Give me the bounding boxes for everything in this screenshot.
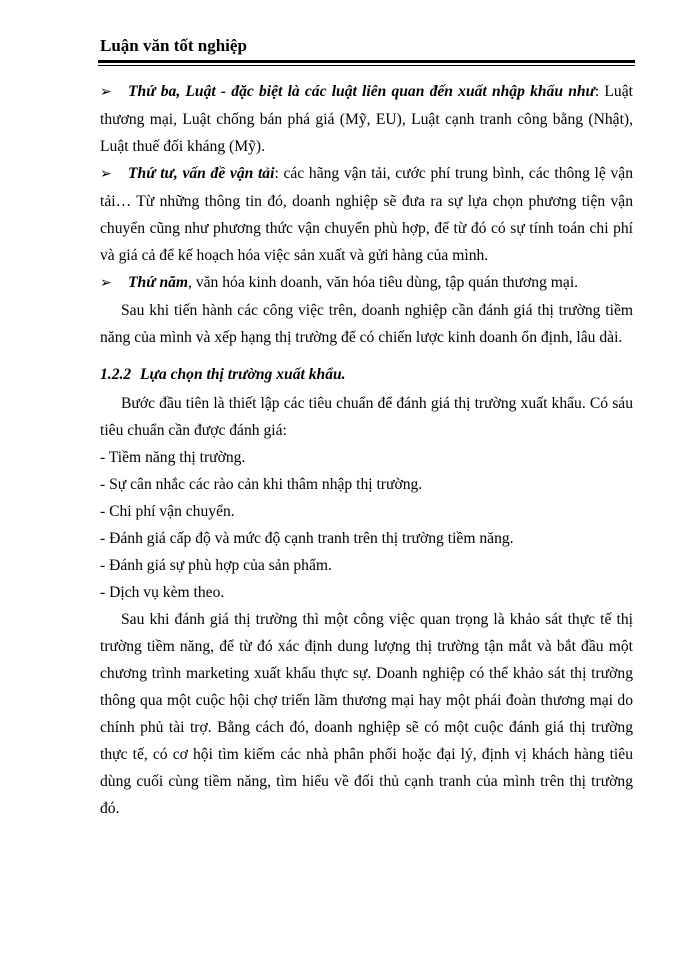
arrow-bullet-icon: ➢ [100,84,112,100]
arrow-bullet-icon: ➢ [100,275,112,291]
bullet-text: , văn hóa kinh doanh, văn hóa tiêu dùng, tập quán thương mại. [188,274,579,291]
criteria-item: - Đánh giá cấp độ và mức độ cạnh tranh trên thị trường tiềm năng. [100,530,514,547]
bullet-lead: Thứ tư, vấn đề vận tải [128,165,275,182]
document-body [100,78,633,822]
arrow-bullet-icon: ➢ [100,166,112,182]
criteria-item: - Dịch vụ kèm theo. [100,584,225,601]
section-title: Lựa chọn thị trường xuất khẩu. [140,366,346,383]
header-rule-thick [98,60,635,63]
section-heading [100,361,633,388]
bullet-item [100,78,633,160]
paragraph-closing: Sau khi đánh giá thị trường thì một công việc quan trọng là khảo sát thực tế thị trường tiềm năng, để từ đó xác định dung lượng thị trường tận mắt và bắt đầu một chương trình marketing xuất khẩu thực sự. Doanh nghiệp có thể khảo sát thị trường thông qua một cuộc hội chợ triển lãm thương mại hay một phái đoàn thương mại do chính phủ tài trợ. Bằng cách đó, doanh nghiệp sẽ có một cuộc đánh giá thị trường thực tế, có cơ hội tìm kiếm các nhà phân phối hoặc đại lý, định vị khách hàng tiêu dùng cuối cùng tiềm năng, tìm hiểu về đối thủ cạnh tranh của mình trên thị trường đó. [100,611,633,817]
page-header-title: Luận văn tốt nghiệp [100,36,247,55]
bullet-text: : Luật thương mại, Luật chống bán phá giá (Mỹ, EU), Luật cạnh tranh công bằng (Nhật), Luật thuế đối kháng (Mỹ). [100,83,633,155]
section-number: 1.2.2 [100,366,132,383]
paragraph-intro: Bước đầu tiên là thiết lập các tiêu chuẩn để đánh giá thị trường xuất khẩu. Có sáu tiêu chuẩn cần được đánh giá: [100,395,633,439]
bullet-item [100,269,633,297]
bullet-lead: Thứ năm [128,274,189,291]
header-rule-thin [98,65,635,66]
bullet-text: : các hãng vận tải, cước phí trung bình, các thông lệ vận tải… Từ những thông tin đó, doanh nghiệp sẽ đưa ra sự lựa chọn phương tiện vận chuyển cũng như phương thức vận chuyển phù hợp, để từ đó có sự tính toán chi phí và giá cả để kế hoạch hóa việc sản xuất và gửi hàng của mình. [100,165,633,264]
criteria-item: - Sự cân nhắc các rào cản khi thâm nhập thị trường. [100,476,423,493]
paragraph-summary: Sau khi tiến hành các công việc trên, doanh nghiệp cần đánh giá thị trường tiềm năng của mình và xếp hạng thị trường để có chiến lược kinh doanh ổn định, lâu dài. [100,302,633,346]
criteria-item: - Tiềm năng thị trường. [100,449,246,466]
bullet-item [100,160,633,269]
criteria-item: - Chi phí vận chuyển. [100,503,235,520]
criteria-item: - Đánh giá sự phù hợp của sản phẩm. [100,557,332,574]
bullet-lead: Thứ ba, Luật - đặc biệt là các luật liên quan đến xuất nhập khẩu như [128,83,595,100]
